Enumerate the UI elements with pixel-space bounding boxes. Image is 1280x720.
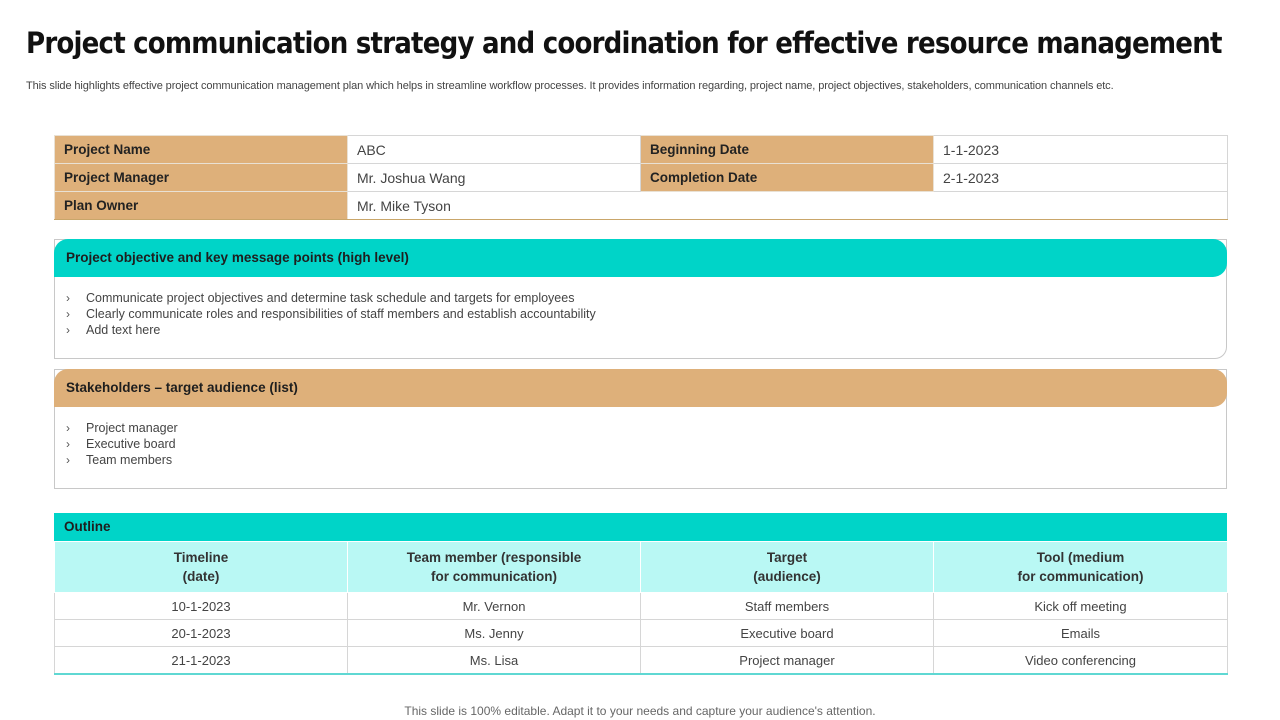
list-item-text: Project manager (86, 421, 178, 435)
list-item-text: Team members (86, 453, 173, 467)
list-item-text: Add text here (86, 323, 161, 337)
chevron-right-icon: › (66, 323, 70, 337)
beginning-date-value: 1-1-2023 (934, 136, 1228, 164)
list-item (66, 420, 1226, 436)
project-info-table (54, 135, 1228, 220)
info-row (55, 192, 1228, 220)
outline-table (54, 541, 1228, 675)
table-cell: Kick off meeting (934, 593, 1228, 620)
plan-owner-value: Mr. Mike Tyson (348, 192, 1228, 220)
objective-list (55, 277, 1226, 338)
beginning-date-label: Beginning Date (641, 136, 934, 164)
list-item-text: Executive board (86, 437, 176, 451)
page-title: Project communication strategy and coordination for effective resource management (26, 26, 1222, 60)
project-manager-label: Project Manager (55, 164, 348, 192)
table-cell: 21-1-2023 (55, 647, 348, 675)
project-manager-value: Mr. Joshua Wang (348, 164, 641, 192)
info-row (55, 164, 1228, 192)
table-cell: Ms. Lisa (348, 647, 641, 675)
objective-section (54, 239, 1227, 359)
table-cell: 20-1-2023 (55, 620, 348, 647)
list-item (66, 322, 1226, 338)
chevron-right-icon: › (66, 437, 70, 451)
outline-header-row (55, 542, 1228, 593)
column-header-timeline: Timeline (date) (55, 542, 348, 593)
column-header-target: Target (audience) (641, 542, 934, 593)
table-cell: Executive board (641, 620, 934, 647)
project-name-value: ABC (348, 136, 641, 164)
chevron-right-icon: › (66, 291, 70, 305)
plan-owner-label: Plan Owner (55, 192, 348, 220)
chevron-right-icon: › (66, 421, 70, 435)
table-cell: Mr. Vernon (348, 593, 641, 620)
chevron-right-icon: › (66, 307, 70, 321)
table-cell: Ms. Jenny (348, 620, 641, 647)
stakeholders-list (55, 407, 1226, 468)
list-item (66, 436, 1226, 452)
list-item-text: Clearly communicate roles and responsibilities of staff members and establish accountability (86, 307, 596, 321)
completion-date-label: Completion Date (641, 164, 934, 192)
table-row (55, 593, 1228, 620)
objective-heading: Project objective and key message points (high level) (54, 239, 1227, 277)
project-name-label: Project Name (55, 136, 348, 164)
completion-date-value: 2-1-2023 (934, 164, 1228, 192)
chevron-right-icon: › (66, 453, 70, 467)
footer-note: This slide is 100% editable. Adapt it to your needs and capture your audience's attention. (404, 704, 876, 718)
table-cell: Project manager (641, 647, 934, 675)
table-cell: Video conferencing (934, 647, 1228, 675)
outline-heading: Outline (54, 513, 1227, 541)
info-row (55, 136, 1228, 164)
table-row (55, 647, 1228, 675)
stakeholders-heading: Stakeholders – target audience (list) (54, 369, 1227, 407)
table-cell: Emails (934, 620, 1228, 647)
table-cell: Staff members (641, 593, 934, 620)
page-subtitle: This slide highlights effective project communication management plan which helps in streamline workflow processes. It provides information regarding, project name, project objectives, stakeholders, communication channels etc. (26, 80, 1114, 92)
list-item-text: Communicate project objectives and determine task schedule and targets for employees (86, 291, 575, 305)
list-item (66, 306, 1226, 322)
table-cell: 10-1-2023 (55, 593, 348, 620)
stakeholders-section (54, 369, 1227, 489)
column-header-team-member: Team member (responsible for communication) (348, 542, 641, 593)
column-header-tool: Tool (medium for communication) (934, 542, 1228, 593)
list-item (66, 452, 1226, 468)
list-item (66, 290, 1226, 306)
table-row (55, 620, 1228, 647)
